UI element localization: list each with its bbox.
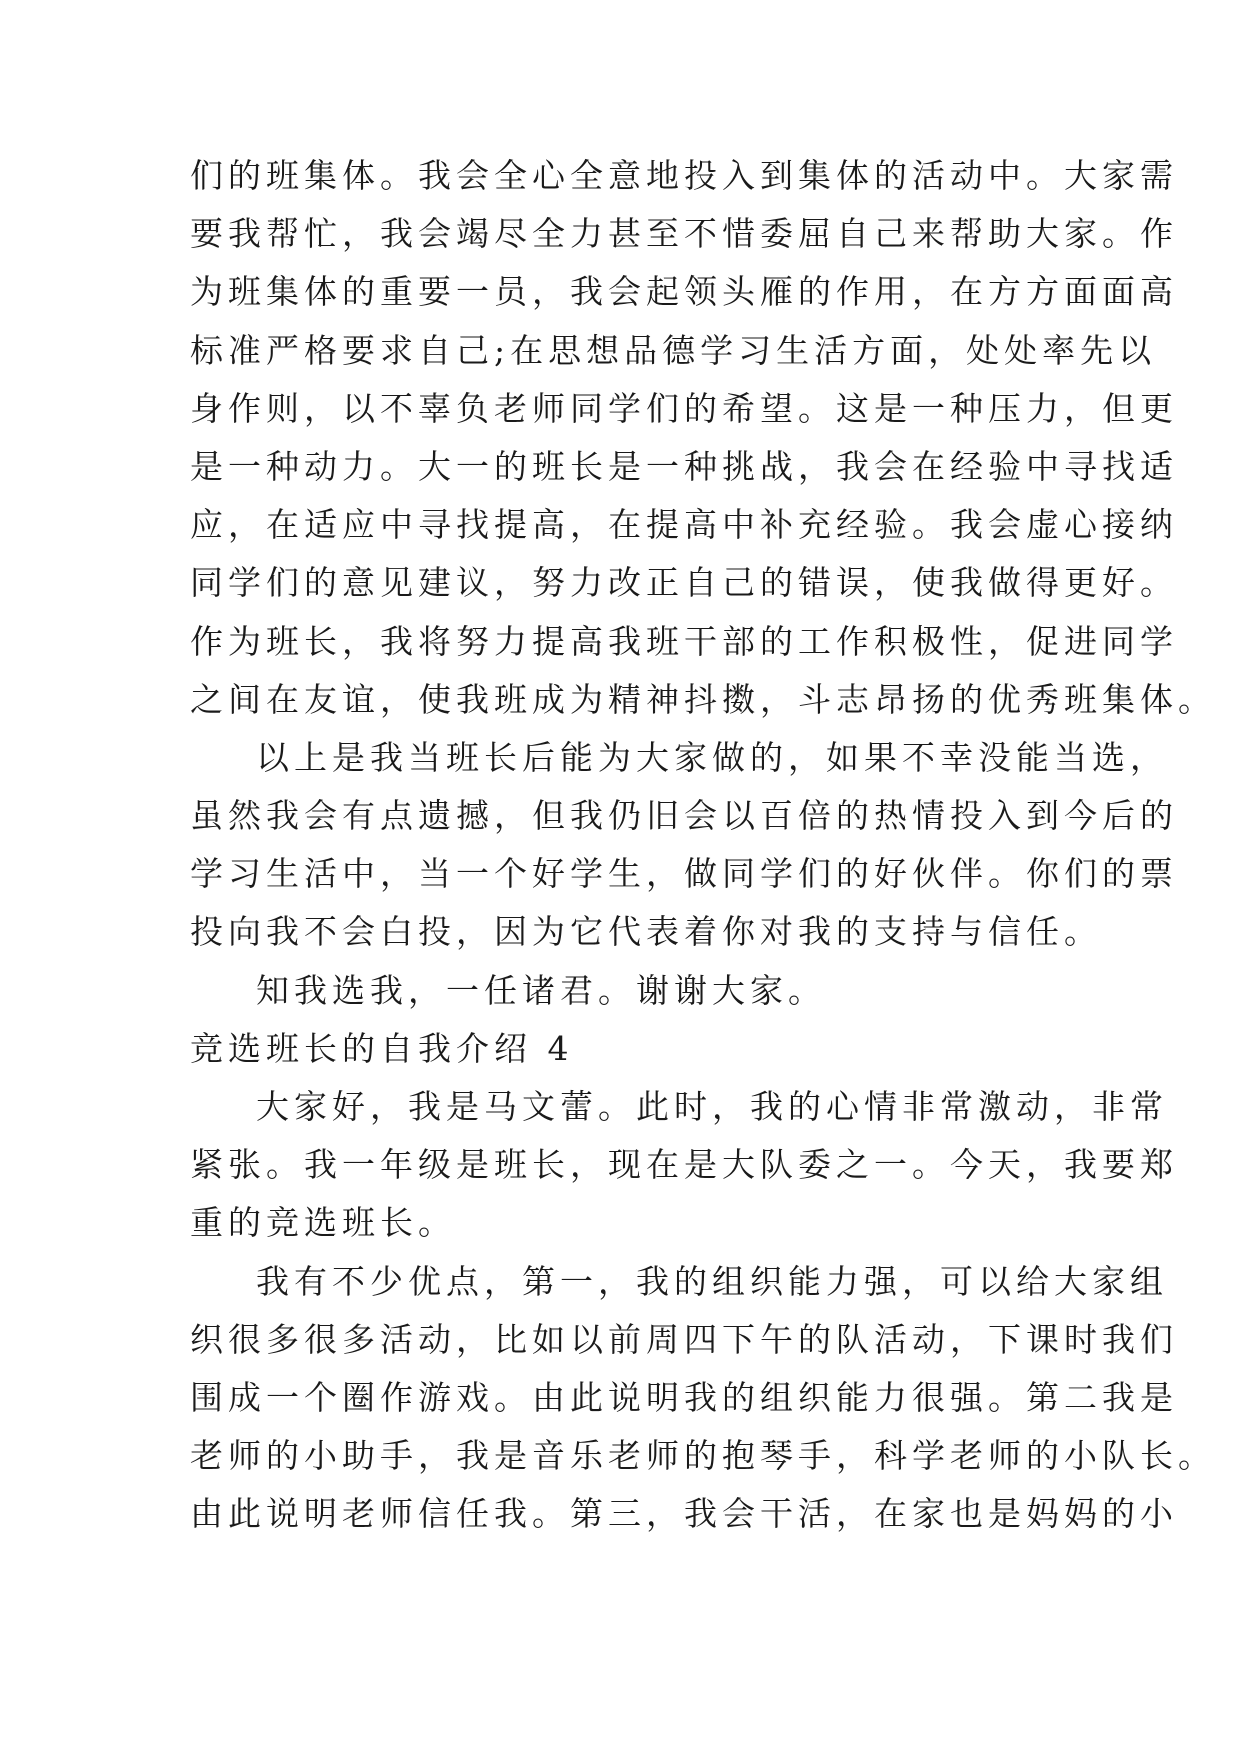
text-line: 老师的小助手，我是音乐老师的抱琴手，科学老师的小队长。 [190,1436,1216,1476]
text-line: 虽然我会有点遗撼，但我仍旧会以百倍的热情投入到今后的 [190,796,1178,836]
text-line: 之间在友谊，使我班成为精神抖擞，斗志昂扬的优秀班集体。 [190,679,1216,719]
paragraph-first-line: 大家好，我是马文蕾。此时，我的心情非常激动，非常 [256,1087,1168,1126]
text-line: 学习生活中，当一个好学生，做同学们的好伙伴。你们的票 [190,854,1178,894]
section-heading: 竞选班长的自我介绍 4 [190,1028,574,1068]
text-line: 是一种动力。大一的班长是一种挑战，我会在经验中寻找适 [190,446,1178,486]
text-line: 身作则，以不辜负老师同学们的希望。这是一种压力，但更 [190,388,1178,428]
text-line: 重的竞选班长。 [190,1203,456,1243]
paragraph-first-line: 知我选我，一任诸君。谢谢大家。 [256,970,826,1010]
text-line: 织很多很多活动，比如以前周四下午的队活动，下课时我们 [190,1319,1178,1359]
text-line: 为班集体的重要一员，我会起领头雁的作用，在方方面面高 [190,272,1178,312]
text-line: 同学们的意见建议，努力改正自己的错误，使我做得更好。 [190,563,1178,603]
text-line: 围成一个圈作游戏。由此说明我的组织能力很强。第二我是 [190,1377,1178,1417]
text-line: 作为班长，我将努力提高我班干部的工作积极性，促进同学 [190,621,1178,661]
document-body [190,147,1216,1544]
paragraph-first-line: 以上是我当班长后能为大家做的，如果不幸没能当选， [256,737,1168,777]
text-line: 标准严格要求自己;在思想品德学习生活方面，处处率先以 [190,330,1157,370]
text-line: 要我帮忙，我会竭尽全力甚至不惜委屈自己来帮助大家。作 [190,214,1178,254]
text-line: 紧张。我一年级是班长，现在是大队委之一。今天，我要郑 [190,1145,1178,1185]
paragraph-first-line: 我有不少优点，第一，我的组织能力强，可以给大家组 [256,1261,1168,1301]
text-line: 由此说明老师信任我。第三，我会干活，在家也是妈妈的小 [190,1494,1178,1534]
text-line: 投向我不会白投，因为它代表着你对我的支持与信任。 [190,912,1102,952]
text-line: 们的班集体。我会全心全意地投入到集体的活动中。大家需 [190,156,1178,195]
text-line: 应，在适应中寻找提高，在提高中补充经验。我会虚心接纳 [190,505,1178,545]
